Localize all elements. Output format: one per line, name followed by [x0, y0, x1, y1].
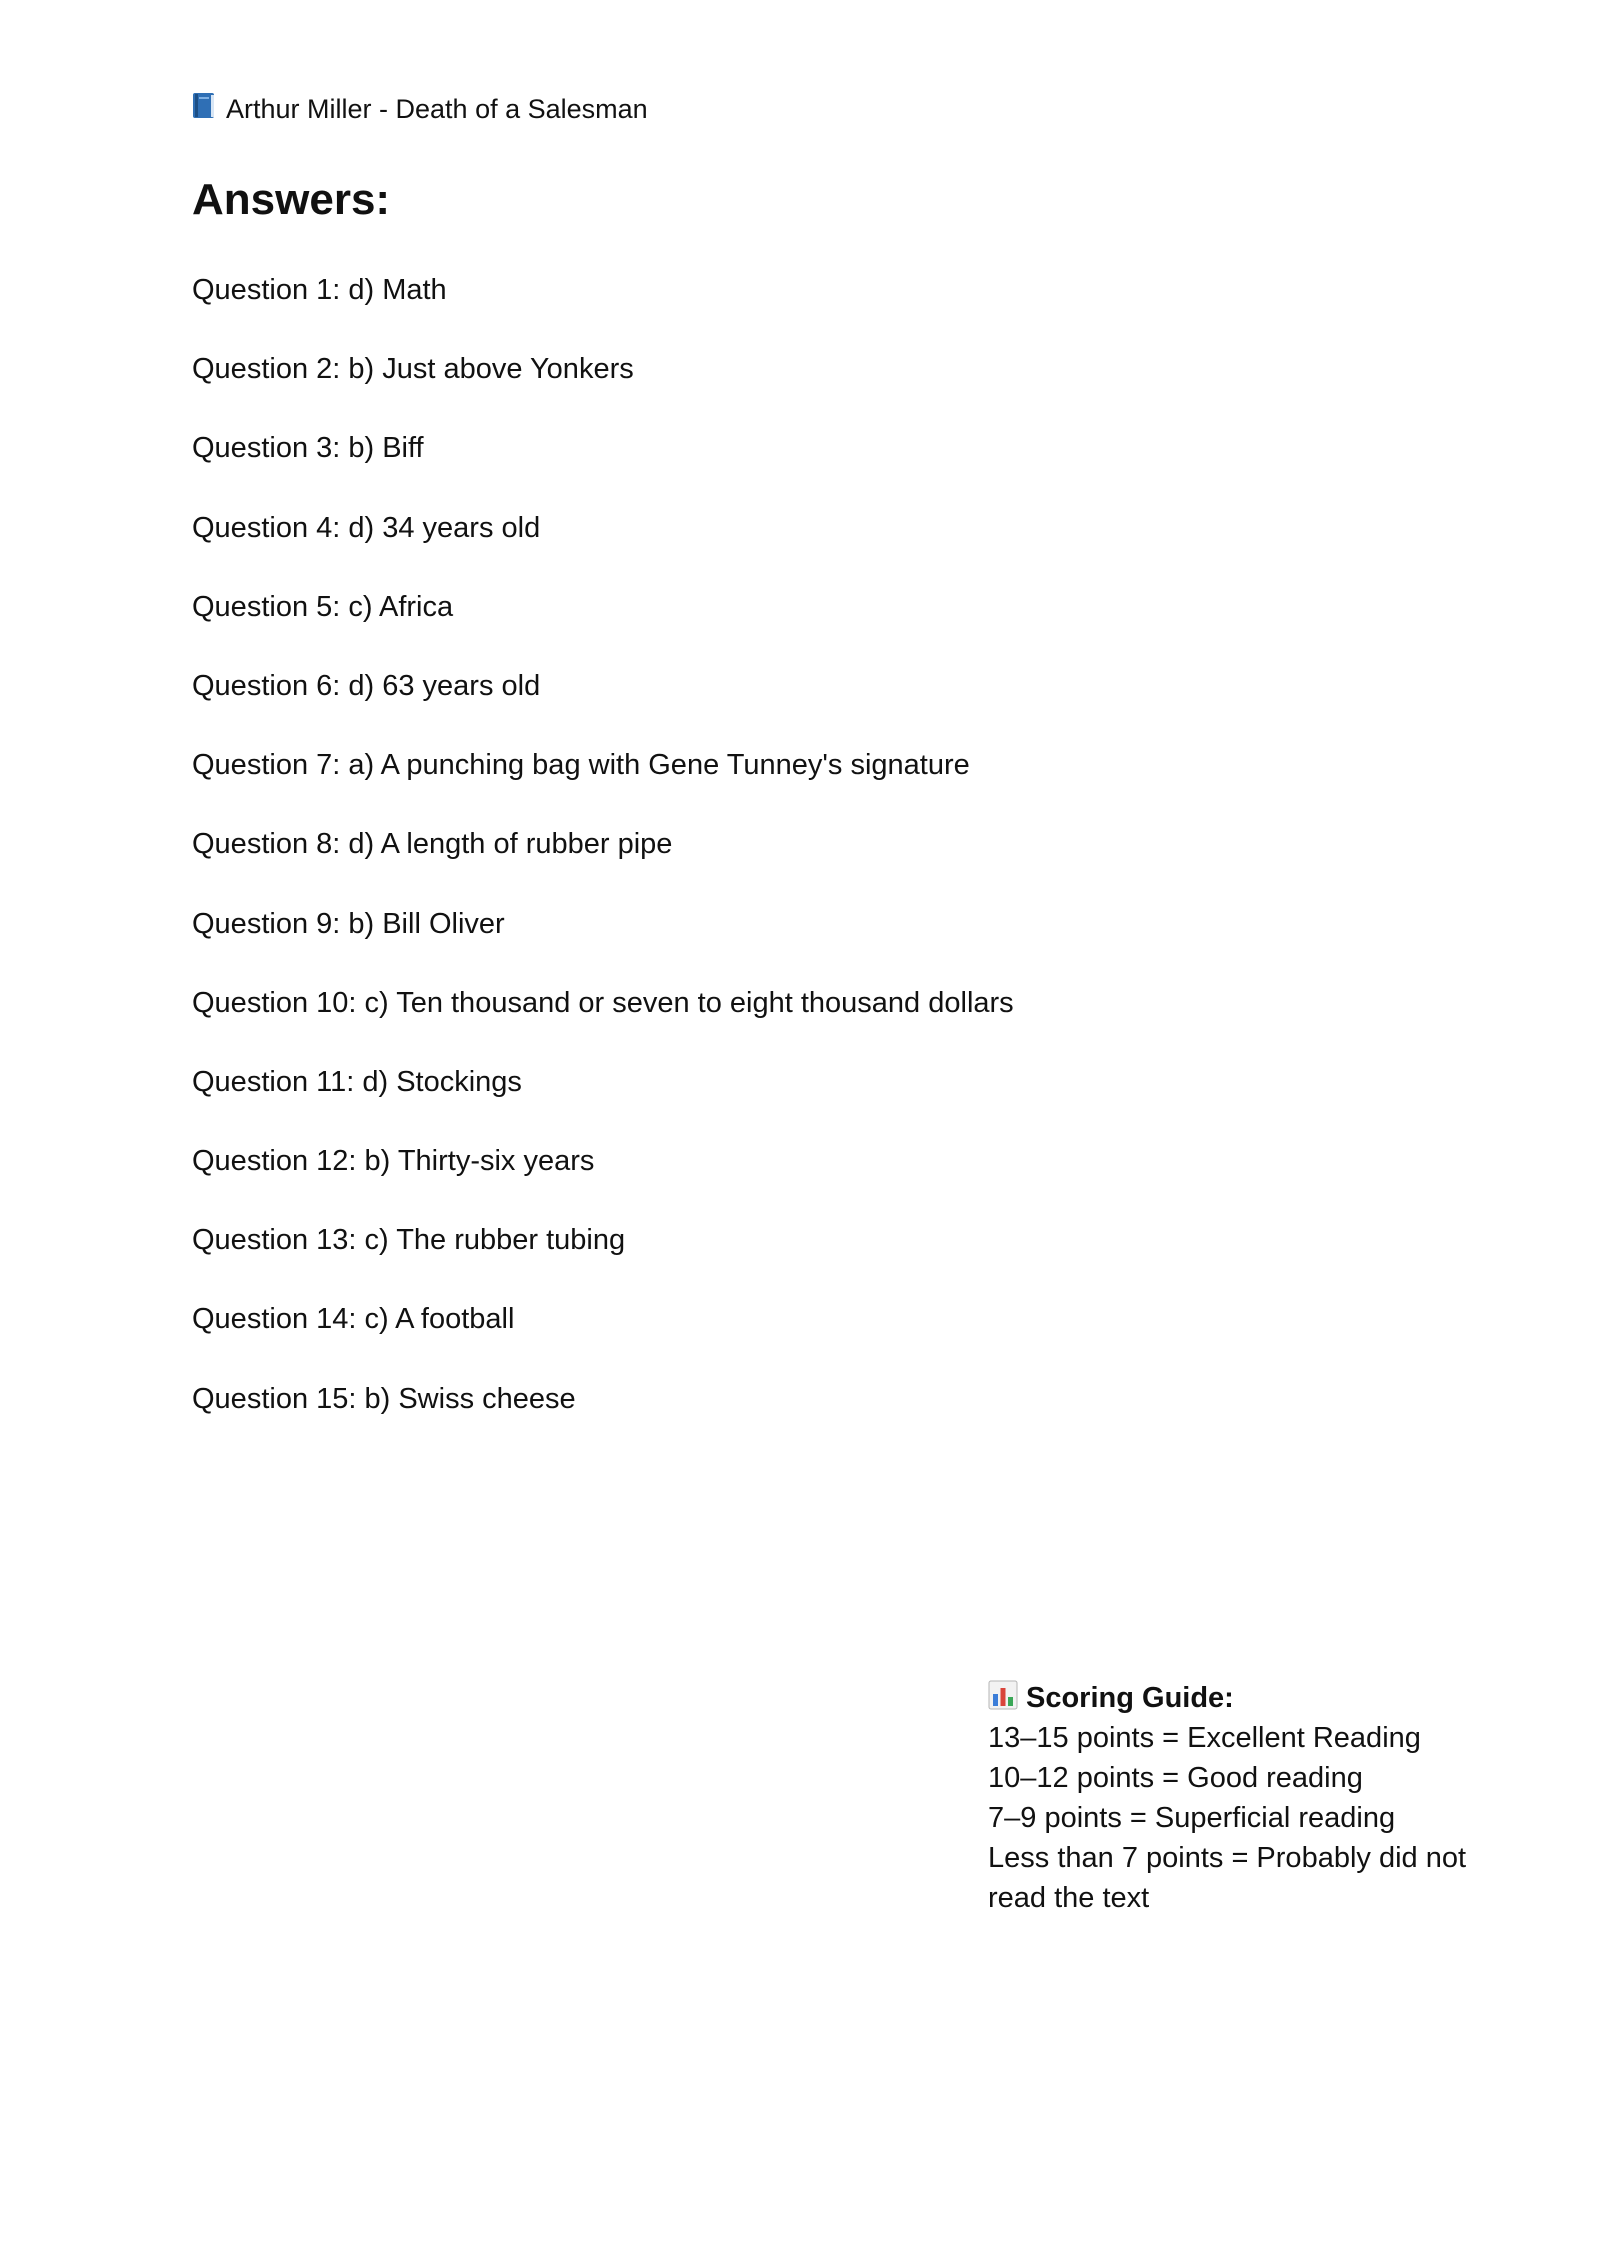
header-text: Arthur Miller - Death of a Salesman — [226, 94, 648, 124]
answer-item: Question 13: c) The rubber tubing — [192, 1224, 626, 1257]
book-icon — [192, 92, 216, 120]
answer-item: Question 3: b) Biff — [192, 432, 424, 465]
answer-item: Question 2: b) Just above Yonkers — [192, 353, 634, 386]
scoring-guide-item: Less than 7 points = Probably did not read the text — [988, 1842, 1467, 1914]
scoring-guide-item: 7–9 points = Superficial reading — [988, 1802, 1396, 1834]
document-header — [192, 92, 648, 126]
bar-chart-icon — [988, 1680, 1018, 1710]
scoring-guide-item: 13–15 points = Excellent Reading — [988, 1722, 1421, 1754]
page-title: Answers: — [192, 175, 391, 224]
answer-item: Question 12: b) Thirty-six years — [192, 1145, 595, 1178]
answer-item: Question 11: d) Stockings — [192, 1065, 522, 1098]
answer-item: Question 8: d) A length of rubber pipe — [192, 828, 673, 861]
answer-item: Question 15: b) Swiss cheese — [192, 1382, 576, 1415]
answer-item: Question 1: d) Math — [192, 274, 447, 306]
answer-item: Question 5: c) Africa — [192, 590, 454, 623]
answer-item: Question 7: a) A punching bag with Gene Tunney's signature — [192, 749, 970, 782]
answer-item: Question 9: b) Bill Oliver — [192, 907, 505, 940]
answer-item: Question 14: c) A football — [192, 1303, 515, 1336]
scoring-guide-item: 10–12 points = Good reading — [988, 1762, 1363, 1794]
scoring-guide — [988, 1678, 1468, 1918]
answer-item: Question 6: d) 63 years old — [192, 669, 541, 702]
answer-list — [192, 268, 1014, 1456]
answer-item: Question 4: d) 34 years old — [192, 511, 541, 544]
answer-item: Question 10: c) Ten thousand or seven to eight thousand dollars — [192, 986, 1014, 1019]
scoring-guide-title: Scoring Guide: — [1026, 1682, 1234, 1714]
scoring-guide-header — [988, 1678, 1468, 1718]
